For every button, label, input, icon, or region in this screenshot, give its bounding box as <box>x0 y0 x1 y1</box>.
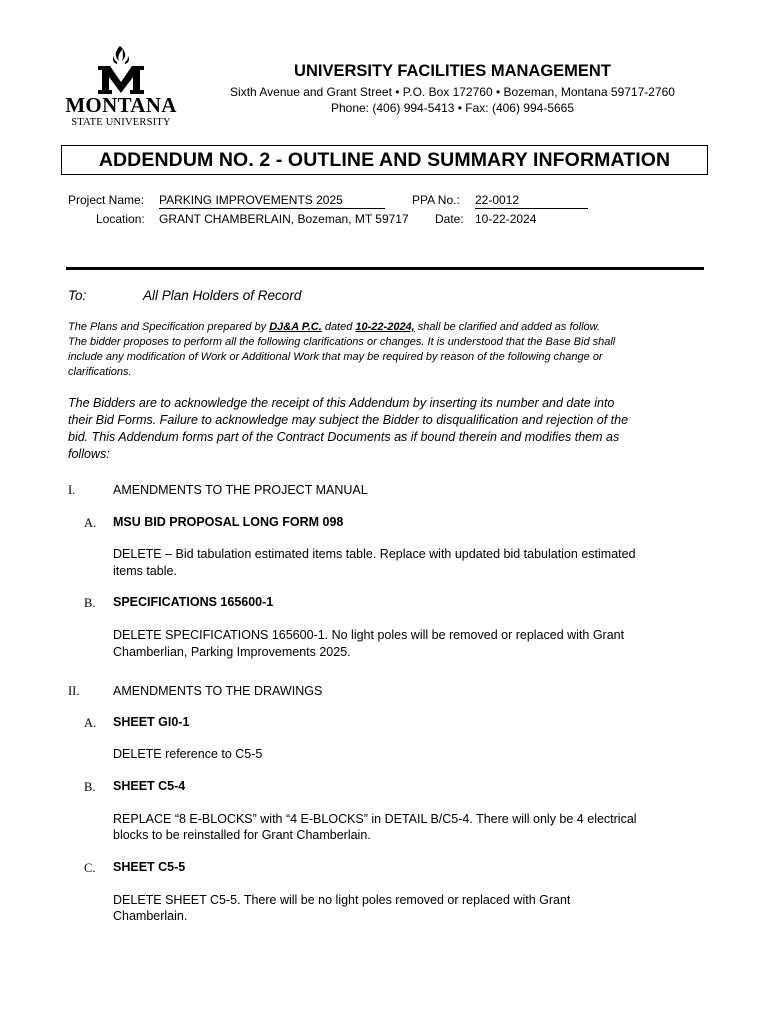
ack-line-2: their Bid Forms. Failure to acknowledge may subject the Bidder to disqualification and rejection of the <box>68 413 629 427</box>
item-text-line: DELETE SPECIFICATIONS 165600-1. No light poles will be removed or replaced with Grant <box>113 628 625 642</box>
logo-wordmark: MONTANA <box>65 93 177 117</box>
location-label: Location: <box>96 212 145 226</box>
item-letter: A. <box>84 516 97 530</box>
item-text-line: REPLACE “8 E-BLOCKS” with “4 E-BLOCKS” in DETAIL B/C5-4. There will only be 4 electrical <box>113 812 637 826</box>
to-value: All Plan Holders of Record <box>143 288 302 303</box>
ack-line-3: bid. This Addendum forms part of the Contract Documents as if bound therein and modifies them as <box>68 430 620 444</box>
intro-line-2: The bidder proposes to perform all the following clarifications or changes. It is understood that the Base Bid shall <box>68 336 616 348</box>
section-title: AMENDMENTS TO THE PROJECT MANUAL <box>113 483 368 497</box>
intro-text: shall be clarified and added as follow. <box>414 321 601 333</box>
section-divider <box>66 267 704 270</box>
section-title: AMENDMENTS TO THE DRAWINGS <box>113 684 323 698</box>
msu-monogram-icon <box>62 46 180 96</box>
intro-paragraph <box>68 320 718 380</box>
ppa-label: PPA No.: <box>412 193 460 207</box>
phone-line: Phone: (406) 994-5413 • Fax: (406) 994-5665 <box>330 101 575 115</box>
project-name-label: Project Name: <box>68 193 145 207</box>
intro-text: The Plans and Specification prepared by <box>68 321 270 333</box>
document-title: ADDENDUM NO. 2 - OUTLINE AND SUMMARY INFORMATION <box>98 148 671 171</box>
intro-firm: DJ&A P.C. <box>269 321 322 333</box>
item-text-line: Chamberlain. <box>113 909 188 923</box>
item-text-line: DELETE reference to C5-5 <box>113 747 263 761</box>
intro-date: 10-22-2024, <box>355 321 415 333</box>
section-numeral: I. <box>68 483 76 497</box>
title-box <box>61 145 708 175</box>
item-letter: B. <box>84 596 96 610</box>
date-label: Date: <box>435 212 464 226</box>
item-title: SHEET C5-5 <box>113 860 186 874</box>
section-numeral: II. <box>68 684 80 698</box>
date-value: 10-22-2024 <box>475 212 537 226</box>
intro-line-4: clarifications. <box>68 366 132 378</box>
ppa-value: 22-0012 <box>475 193 588 209</box>
item-letter: A. <box>84 716 97 730</box>
item-title: MSU BID PROPOSAL LONG FORM 098 <box>113 515 344 529</box>
acknowledge-paragraph <box>68 395 718 463</box>
item-text-line: DELETE – Bid tabulation estimated items table. Replace with updated bid tabulation estimated <box>113 547 636 561</box>
item-letter: B. <box>84 780 96 794</box>
ack-line-1: The Bidders are to acknowledge the receipt of this Addendum by inserting its number and date into <box>68 396 615 410</box>
intro-line-3: include any modification of Work or Additional Work that may be required by reason of the following change or <box>68 351 603 363</box>
location-value: GRANT CHAMBERLAIN, Bozeman, MT 59717 <box>159 212 409 226</box>
intro-line-1 <box>68 320 718 335</box>
project-name-value: PARKING IMPROVEMENTS 2025 <box>159 193 385 209</box>
logo-subtitle: STATE UNIVERSITY <box>71 117 171 128</box>
item-text-line: items table. <box>113 564 177 578</box>
ack-line-4: follows: <box>68 447 110 461</box>
item-title: SPECIFICATIONS 165600-1 <box>113 595 274 609</box>
intro-text: dated <box>321 321 356 333</box>
item-text-line: blocks to be reinstalled for Grant Chamberlain. <box>113 828 371 842</box>
item-text-line: DELETE SHEET C5-5. There will be no light poles removed or replaced with Grant <box>113 893 571 907</box>
org-name: UNIVERSITY FACILITIES MANAGEMENT <box>294 62 611 80</box>
msu-logo <box>62 46 180 130</box>
item-text-line: Chamberlian, Parking Improvements 2025. <box>113 645 351 659</box>
item-title: SHEET GI0-1 <box>113 715 190 729</box>
address-line: Sixth Avenue and Grant Street • P.O. Box 172760 • Bozeman, Montana 59717-2760 <box>230 85 675 99</box>
item-title: SHEET C5-4 <box>113 779 186 793</box>
item-letter: C. <box>84 861 96 875</box>
to-label: To: <box>68 288 87 303</box>
